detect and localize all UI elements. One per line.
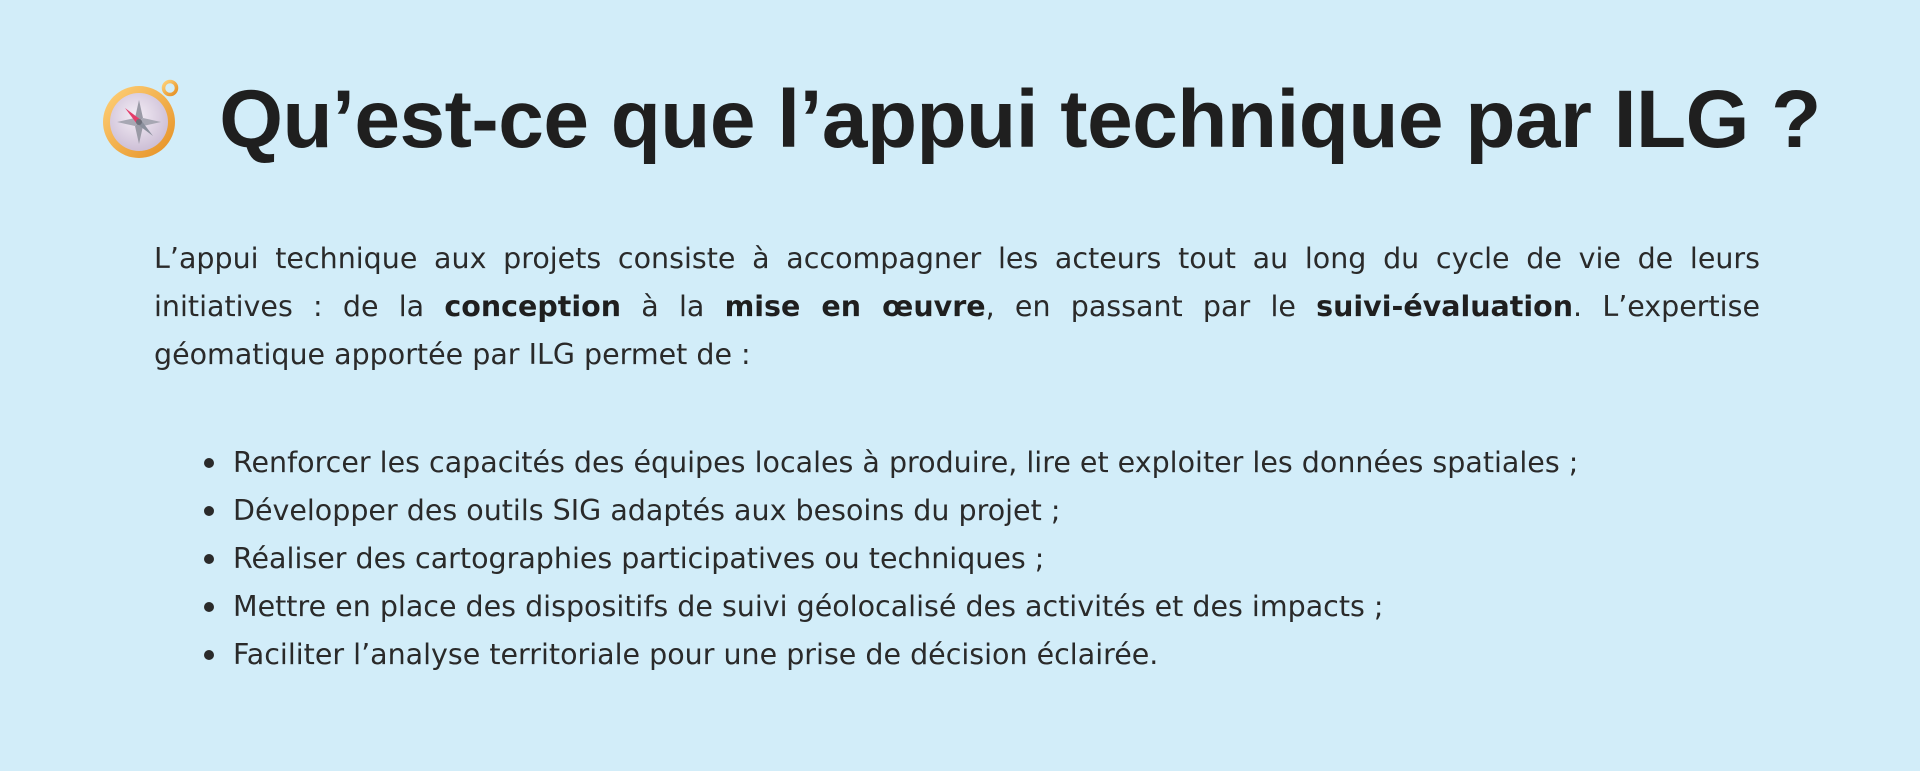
title-row xyxy=(0,72,1920,168)
intro-text: . L’expertise géomatique apportée par ILG permet de : xyxy=(154,290,1760,371)
intro-bold-mise-en-oeuvre: mise en œuvre xyxy=(724,290,986,323)
intro-text: , en passant par le xyxy=(985,290,1317,323)
list-item: Renforcer les capacités des équipes locales à produire, lire et exploiter les données spatiales ; xyxy=(233,439,1578,487)
intro-paragraph xyxy=(154,235,1760,379)
page-title: Qu’est-ce que l’appui technique par ILG ? xyxy=(219,74,1821,165)
intro-text: L’appui technique aux projets consiste à accompagner les acteurs tout au long du cycle de vie de leurs initiatives : de la xyxy=(154,242,1760,323)
benefits-list xyxy=(233,439,1578,679)
intro-text: à la xyxy=(621,290,725,323)
list-item: Développer des outils SIG adaptés aux besoins du projet ; xyxy=(233,487,1578,535)
list-item: Faciliter l’analyse territoriale pour une prise de décision éclairée. xyxy=(233,631,1578,679)
list-item: Mettre en place des dispositifs de suivi géolocalisé des activités et des impacts ; xyxy=(233,583,1578,631)
intro-bold-conception: conception xyxy=(444,290,622,323)
intro-bold-suivi-evaluation: suivi-évaluation xyxy=(1316,290,1574,323)
compass-icon xyxy=(99,78,183,162)
list-item: Réaliser des cartographies participatives ou techniques ; xyxy=(233,535,1578,583)
